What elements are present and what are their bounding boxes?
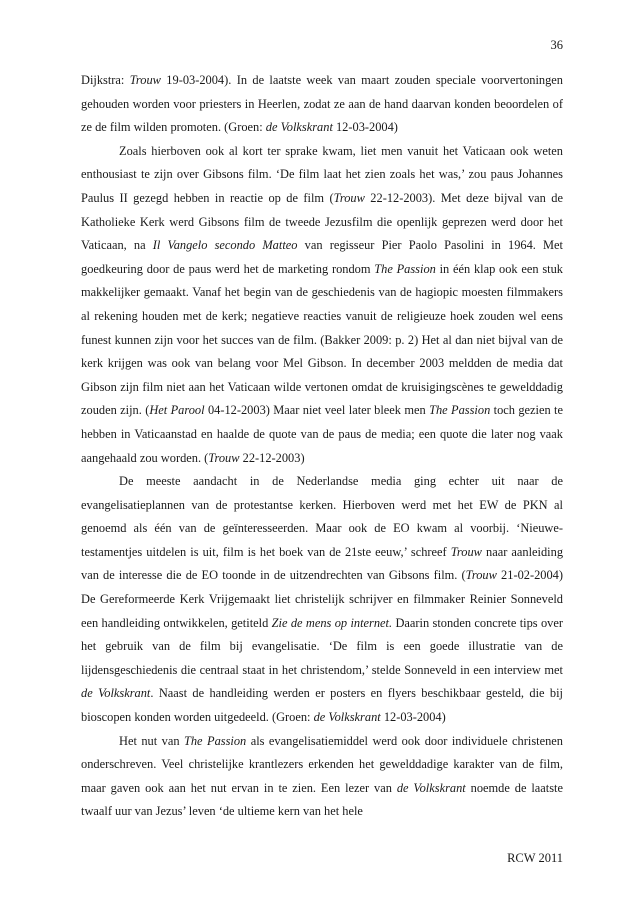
text-run: als evangelisatiemiddel werd ook door individuele christenen onderschreven. Veel christelijke krantlezers erkenden het gewelddadige karakter van de film, maar gaven ook aan het nut ervan in te zien. Een lezer van (81, 733, 563, 795)
italic-text: Trouw (465, 568, 497, 583)
text-run: noemde de laatste twaalf uur van Jezus’ leven ‘de ultieme kern van het hele (81, 780, 563, 819)
text-run: 22-12-2003). Met deze bijval van de Katholieke Kerk werd Gibsons film de tweede Jezusfilm die openlijk geprezen werd door het Vaticaan, na (81, 190, 563, 253)
italic-text: de Volkskrant (265, 120, 333, 135)
document-body (81, 69, 563, 824)
text-run: Het nut van (119, 733, 184, 748)
text-run: Dijkstra: (81, 73, 130, 87)
italic-text: Trouw (208, 450, 240, 465)
text-run: Daarin stonden concrete tips over het gebruik van de film bij evangelisatie. ‘De film is een goede illustratie van de lijdensgeschiedenis die centraal staat in het christendom,’ stelde Sonneveld in een interview met (81, 615, 564, 677)
italic-text: The Passion (374, 261, 436, 276)
page-footer: RCW 2011 (507, 851, 563, 865)
paragraph (81, 730, 563, 824)
italic-text: Het Parool (149, 403, 205, 418)
text-run: in één klap ook een stuk makkelijker gemaakt. Vanaf het begin van de geschiedenis van de hagiopic moesten filmmakers al rekening houden met de kerk; negatieve reacties vanuit de religieuze hoek zouden wel eens funest kunnen zijn voor het succes van de film. (Bakker 2009: p. 2) Het al dan niet bijval van de kerk krijgen was ook van belang voor Mel Gibson. In december 2003 meldden de media dat Gibson zijn film niet aan het Vaticaan wilde vertonen omdat de kruisigingscènes te gewelddadig zouden zijn. ( (81, 261, 563, 418)
text-run: Zoals hierboven ook al kort ter sprake kwam, liet men vanuit het Vaticaan ook weten enthousiast te zijn over Gibsons film. ‘De film laat het zien zoals het was,’ zou paus Johannes Paulus II gezegd hebben in reactie op de film ( (81, 143, 563, 205)
text-run: toch gezien te hebben in Vaticaanstad en haalde de quote van de paus de media; een quote die later nog vaak aangehaald zou worden. ( (81, 403, 563, 465)
text-run: 12-03-2004) (380, 710, 446, 725)
italic-text: The Passion (183, 733, 247, 748)
italic-text: Trouw (129, 73, 161, 87)
paragraph (81, 69, 563, 140)
text-run: . Naast de handleiding werden er posters en flyers beschikbaar gesteld, die bij bioscopen konden worden uitgedeeld. (Groen: (81, 686, 563, 725)
text-run: naar aanleiding van de interesse die de EO toonde in de uitzendrechten van Gibsons film. ( (81, 544, 564, 583)
text-run: 19-03-2004). In de laatste week van maart zouden speciale voorvertoningen gehouden worden voor priesters in Heerlen, zodat ze aan de hand daarvan konden beoordelen of ze de film wilden promoten. (Groen: (81, 73, 563, 135)
italic-text: Trouw (450, 544, 482, 559)
text-run: 22-12-2003) (239, 450, 305, 465)
text-run: De meeste aandacht in de Nederlandse media ging echter uit naar de evangelisatieplannen van de protestantse kerken. Hierboven werd met het EW de PKN al genoemd als één van de geïnteresseerden. Maar ook de EO kwam al voorbij. ‘Nieuwe-testamentjes uitdelen is uit, film is het boek van de 21ste eeuw,’ schreef (81, 474, 563, 559)
italic-text: Trouw (333, 190, 365, 205)
italic-text: de Volkskrant (81, 686, 151, 701)
page-number: 36 (550, 38, 563, 52)
text-run: 21-02-2004) De Gereformeerde Kerk Vrijgemaakt liet christelijk schrijver en filmmaker Reinier Sonneveld een handleiding ontwikkelen, getiteld (81, 568, 564, 630)
italic-text: de Volkskrant (396, 780, 466, 795)
italic-text: Zie de mens op internet. (271, 615, 393, 630)
italic-text: de Volkskrant (313, 710, 381, 725)
italic-text: The Passion (429, 403, 491, 418)
text-run: 12-03-2004) (332, 120, 398, 135)
italic-text: Il Vangelo secondo Matteo (152, 238, 298, 253)
paragraph (81, 140, 563, 470)
text-run: van regisseur Pier Paolo Pasolini in 1964. Met goedkeuring door de paus werd het de marketing rondom (81, 238, 563, 276)
text-run: 04-12-2003) Maar niet veel later bleek men (204, 403, 430, 418)
paragraph (81, 470, 563, 730)
